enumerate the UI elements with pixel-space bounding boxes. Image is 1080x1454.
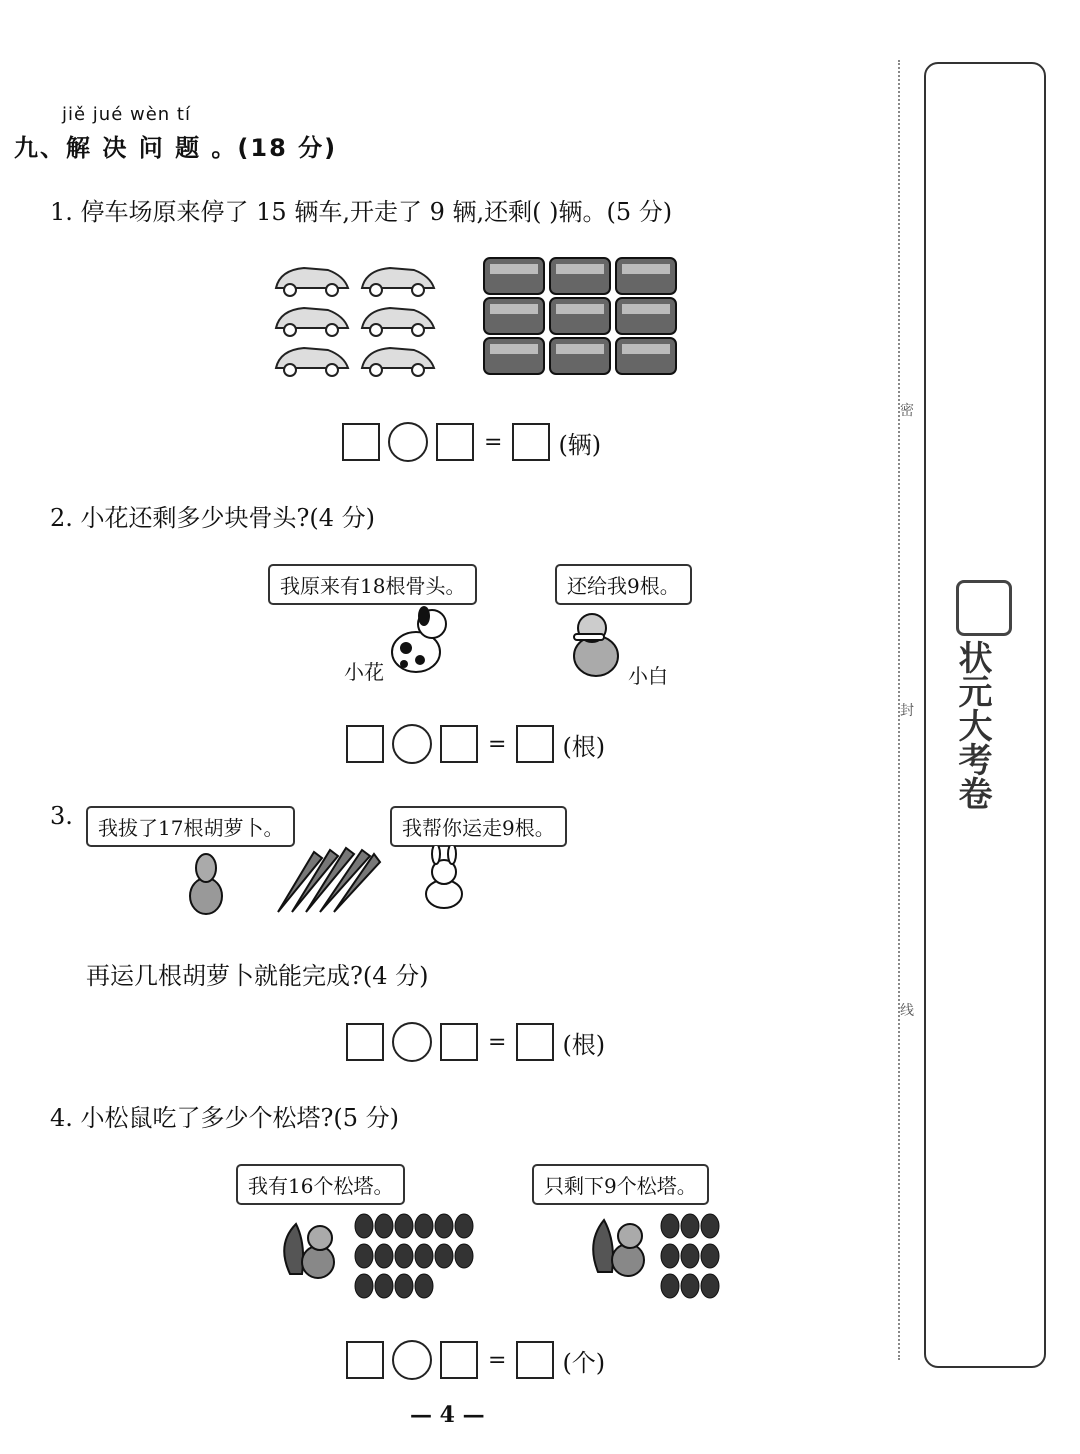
result-box[interactable] — [516, 725, 554, 763]
name-xiaohua: 小花 — [344, 660, 384, 684]
result-box[interactable] — [516, 1341, 554, 1379]
squirrel-right-icon — [588, 1212, 658, 1282]
rabbit-white-icon — [418, 846, 474, 912]
equals-sign: = — [484, 429, 503, 455]
dog-xiaohua-icon — [384, 604, 454, 680]
operator-circle[interactable] — [392, 1022, 432, 1062]
squirrel-left-icon — [276, 1214, 346, 1284]
q1-text: 1. 停车场原来停了 15 辆车,开走了 9 辆,还剩( )辆。(5 分) — [50, 198, 673, 226]
section-pinyin: jiě jué wèn tí — [62, 104, 191, 125]
brand-title: 状元大考卷 — [952, 640, 992, 810]
q3-text: 再运几根胡萝卜就能完成?(4 分) — [86, 962, 429, 990]
pinecones-left-icon — [352, 1212, 476, 1302]
answer-box[interactable] — [440, 1341, 478, 1379]
speech-bubble-xiaobai: 还给我9根。 — [555, 564, 692, 605]
unit-label: (辆) — [558, 430, 602, 459]
equals-sign: = — [488, 1347, 507, 1373]
pinecones-right-icon — [658, 1212, 724, 1302]
operator-circle[interactable] — [392, 724, 432, 764]
q4-text: 4. 小松鼠吃了多少个松塔?(5 分) — [50, 1104, 400, 1132]
q4-equation — [346, 1340, 605, 1380]
name-xiaobai: 小白 — [628, 664, 668, 688]
unit-label: (个) — [562, 1348, 606, 1377]
q2-equation — [346, 724, 605, 764]
speech-bubble-rabbit-gray: 我拔了17根胡萝卜。 — [86, 806, 295, 847]
dog-xiaobai-icon — [566, 606, 630, 682]
answer-box[interactable] — [436, 423, 474, 461]
equals-sign: = — [488, 1029, 507, 1055]
result-box[interactable] — [512, 423, 550, 461]
operator-circle[interactable] — [388, 422, 428, 462]
answer-box[interactable] — [346, 725, 384, 763]
operator-circle[interactable] — [392, 1340, 432, 1380]
brand-logo-icon — [956, 580, 1012, 636]
car-icon — [276, 268, 348, 296]
q2-text: 2. 小花还剩多少块骨头?(4 分) — [50, 504, 376, 532]
answer-box[interactable] — [342, 423, 380, 461]
result-box[interactable] — [516, 1023, 554, 1061]
seal-char-mi: 密 — [900, 403, 914, 419]
q3-equation — [346, 1022, 605, 1062]
q1-equation — [342, 422, 601, 462]
carrots-icon — [274, 840, 384, 916]
speech-bubble-squirrel-left: 我有16个松塔。 — [236, 1164, 405, 1205]
rabbit-gray-icon — [186, 850, 228, 916]
section-title: 九、解 决 问 题 。(18 分) — [14, 134, 338, 162]
answer-box[interactable] — [346, 1023, 384, 1061]
seal-char-feng: 封 — [900, 703, 914, 719]
q3-number: 3. — [50, 802, 73, 830]
answer-box[interactable] — [440, 1023, 478, 1061]
cars-illustration — [270, 258, 440, 380]
unit-label: (根) — [562, 1030, 606, 1059]
answer-box[interactable] — [346, 1341, 384, 1379]
seal-char-xian: 线 — [900, 1003, 914, 1019]
equals-sign: = — [488, 731, 507, 757]
unit-label: (根) — [562, 732, 606, 761]
page-number: — 4 — — [410, 1402, 485, 1428]
buses-illustration — [482, 254, 678, 378]
answer-box[interactable] — [440, 725, 478, 763]
speech-bubble-squirrel-right: 只剩下9个松塔。 — [532, 1164, 709, 1205]
speech-bubble-rabbit-white: 我帮你运走9根。 — [390, 806, 567, 847]
speech-bubble-xiaohua: 我原来有18根骨头。 — [268, 564, 477, 605]
